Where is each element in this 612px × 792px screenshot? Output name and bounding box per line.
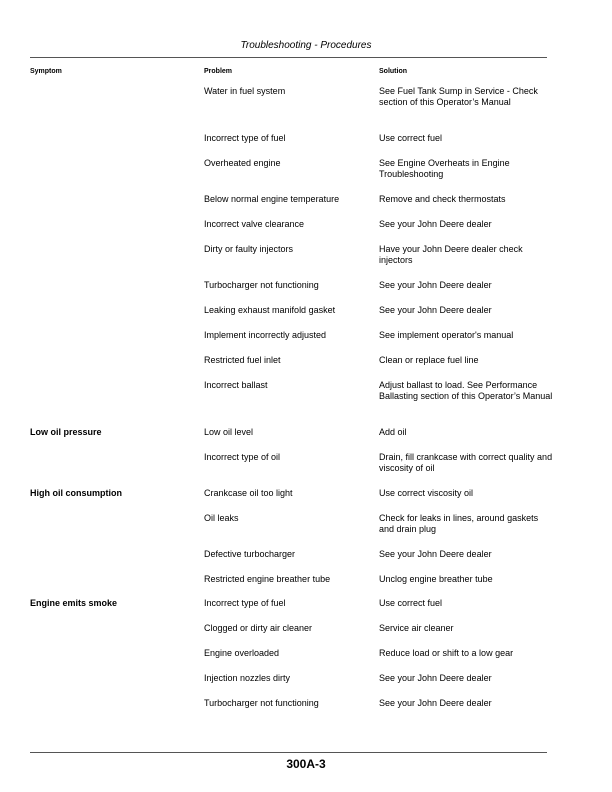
row-problem: Incorrect valve clearance	[204, 219, 305, 229]
footer-divider	[30, 752, 547, 753]
row-problem: Turbocharger not functioning	[204, 698, 319, 708]
row-solution: See implement operator's manual	[379, 330, 514, 340]
page-header-title: Troubleshooting - Procedures	[240, 40, 372, 51]
row-problem: Overheated engine	[204, 158, 281, 168]
row-solution: Add oil	[379, 427, 407, 437]
row-problem: Implement incorrectly adjusted	[204, 330, 327, 340]
row-problem: Oil leaks	[204, 513, 239, 523]
row-solution: Remove and check thermostats	[379, 194, 506, 204]
row-problem: Clogged or dirty air cleaner	[204, 623, 313, 633]
row-problem: Dirty or faulty injectors	[204, 244, 294, 254]
row-problem: Injection nozzles dirty	[204, 673, 291, 683]
row-symptom: Low oil pressure	[30, 427, 102, 437]
row-symptom: High oil consumption	[30, 488, 122, 498]
row-solution: See your John Deere dealer	[379, 305, 492, 315]
row-solution: See your John Deere dealer	[379, 280, 492, 290]
row-solution: Check for leaks in lines, around gaskets and drain plug	[379, 513, 539, 534]
row-solution: See your John Deere dealer	[379, 549, 492, 559]
row-problem: Water in fuel system	[204, 86, 286, 96]
row-problem: Restricted engine breather tube	[204, 574, 331, 584]
row-solution: See your John Deere dealer	[379, 698, 492, 708]
row-problem: Incorrect type of oil	[204, 452, 281, 462]
row-solution: Clean or replace fuel line	[379, 355, 479, 365]
row-problem: Incorrect type of fuel	[204, 133, 286, 143]
page-number: 300A-3	[286, 757, 326, 771]
row-solution: Use correct viscosity oil	[379, 488, 474, 498]
row-problem: Turbocharger not functioning	[204, 280, 319, 290]
column-header-solution: Solution	[379, 68, 407, 75]
row-problem: Low oil level	[204, 427, 254, 437]
row-solution: Use correct fuel	[379, 598, 443, 608]
row-problem: Defective turbocharger	[204, 549, 296, 559]
column-header-symptom: Symptom	[30, 68, 62, 75]
row-problem: Crankcase oil too light	[204, 488, 293, 498]
header-divider	[30, 57, 547, 58]
row-problem: Incorrect ballast	[204, 380, 268, 390]
row-solution: Drain, fill crankcase with correct quality and viscosity of oil	[379, 452, 553, 473]
row-solution: Have your John Deere dealer check injectors	[379, 244, 523, 265]
row-problem: Below normal engine temperature	[204, 194, 340, 204]
row-solution: See Fuel Tank Sump in Service - Check section of this Operator’s Manual	[379, 86, 538, 107]
column-header-problem: Problem	[204, 68, 233, 75]
row-solution: Use correct fuel	[379, 133, 443, 143]
row-solution: See Engine Overheats in Engine Troubleshooting	[379, 158, 510, 179]
row-solution: See your John Deere dealer	[379, 673, 492, 683]
row-problem: Engine overloaded	[204, 648, 280, 658]
row-problem: Incorrect type of fuel	[204, 598, 286, 608]
row-solution: See your John Deere dealer	[379, 219, 492, 229]
row-problem: Leaking exhaust manifold gasket	[204, 305, 336, 315]
row-symptom: Engine emits smoke	[30, 598, 118, 608]
row-solution: Reduce load or shift to a low gear	[379, 648, 514, 658]
row-solution: Unclog engine breather tube	[379, 574, 493, 584]
row-problem: Restricted fuel inlet	[204, 355, 281, 365]
row-solution: Adjust ballast to load. See Performance Ballasting section of this Operator’s Manual	[379, 380, 553, 401]
row-solution: Service air cleaner	[379, 623, 454, 633]
